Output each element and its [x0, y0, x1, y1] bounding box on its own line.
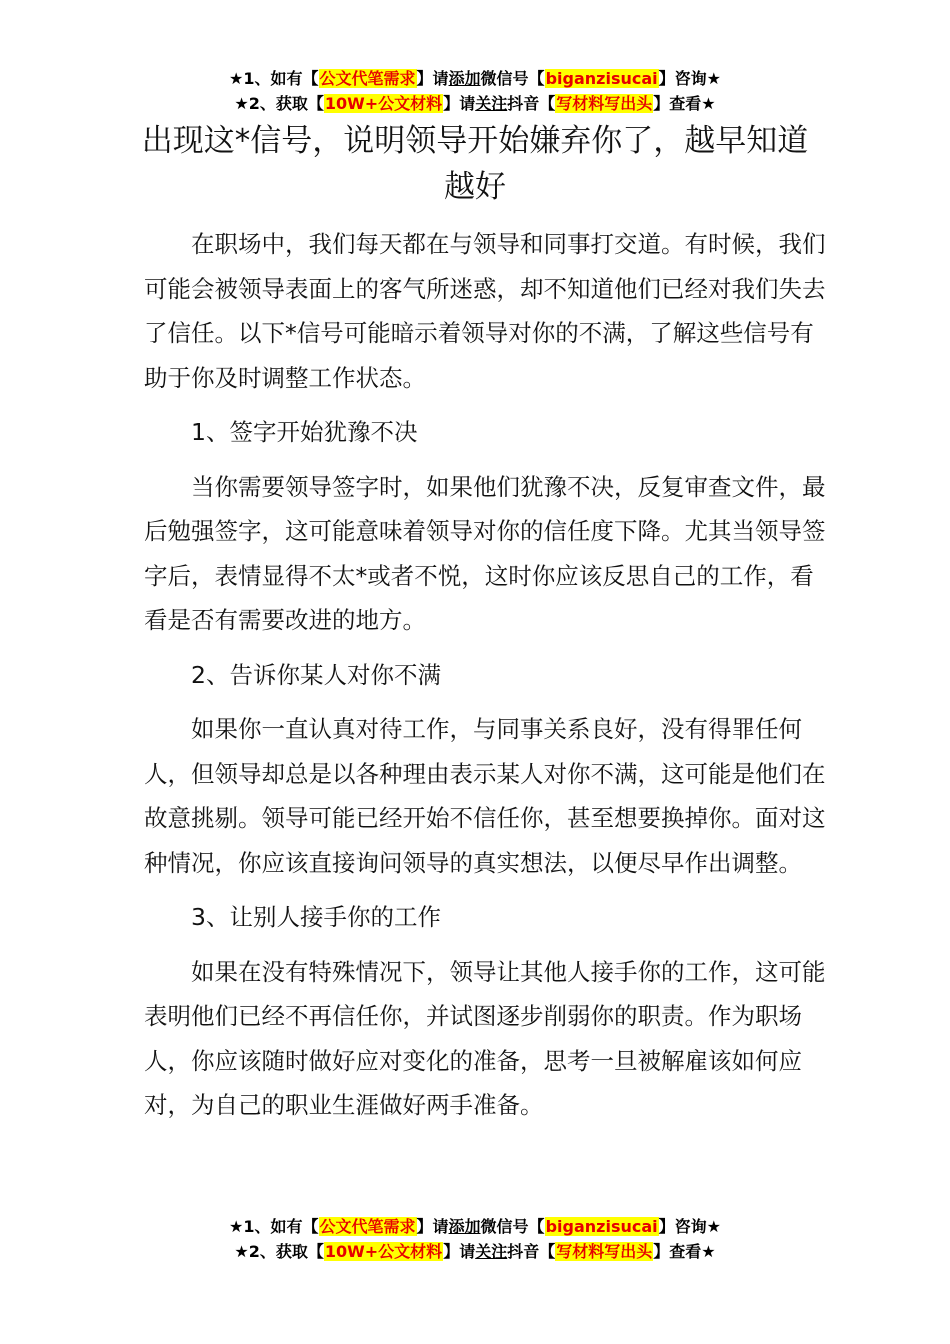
promo-highlight-douyin-id: 写材料写出头 — [556, 94, 653, 113]
promo-underlined-text: 添加 — [448, 1217, 481, 1236]
promo-text: 】查看★ — [653, 94, 716, 113]
promo-line-1 — [0, 1214, 950, 1239]
promo-text: 】请 — [443, 1242, 476, 1261]
promo-text: 】查看★ — [653, 1242, 716, 1261]
promo-highlight-douyin-id: 写材料写出头 — [556, 1242, 653, 1261]
promo-highlight-wechat-id: biganzisucai — [545, 1217, 658, 1236]
promo-line-1 — [0, 66, 950, 91]
promo-highlight-wechat-id: biganzisucai — [545, 69, 658, 88]
promo-text: ★1、如有【 — [229, 69, 319, 88]
promo-underlined-text: 关注 — [475, 94, 508, 113]
promo-text: 微信号【 — [480, 69, 545, 88]
promo-text: ★2、获取【 — [234, 94, 324, 113]
promo-text: ★2、获取【 — [234, 1242, 324, 1261]
promo-underlined-text: 关注 — [475, 1242, 508, 1261]
promo-banner-bottom — [0, 1214, 950, 1264]
document-title: 出现这*信号，说明领导开始嫌弃你了，越早知道越好 — [141, 123, 809, 205]
promo-text: 】请 — [416, 1217, 449, 1236]
paragraph-intro: 在职场中，我们每天都在与领导和同事打交道。有时候，我们可能会被领导表面上的客气所迷惑，却不知道他们已经对我们失去了信任。以下*信号可能暗示着领导对你的不满，了解这些信号有助于你及时调整工作状态。 — [144, 230, 826, 392]
document-body — [144, 222, 830, 1138]
promo-underlined-text: 添加 — [448, 69, 481, 88]
promo-line-2 — [0, 1239, 950, 1264]
paragraph-section-1: 当你需要领导签字时，如果他们犹豫不决，反复审查文件，最后勉强签字，这可能意味着领导对你的信任度下降。尤其当领导签字后，表情显得不太*或者不悦，这时你应该反思自己的工作，看看是否有需要改进的地方。 — [144, 472, 826, 634]
paragraph-section-2: 如果你一直认真对待工作，与同事关系良好，没有得罪任何人，但领导却总是以各种理由表示某人对你不满，这可能是他们在故意挑剔。领导可能已经开始不信任你，甚至想要换掉你。面对这种情况，你应该直接询问领导的真实想法，以便尽早作出调整。 — [144, 715, 826, 877]
section-heading-3: 3、让别人接手你的工作 — [191, 903, 441, 931]
promo-text: ★1、如有【 — [229, 1217, 319, 1236]
paragraph-section-3: 如果在没有特殊情况下，领导让其他人接手你的工作，这可能表明他们已经不再信任你，并试图逐步削弱你的职责。作为职场人，你应该随时做好应对变化的准备，思考一旦被解雇该如何应对，为自己的职业生涯做好两手准备。 — [144, 957, 826, 1119]
promo-highlight: 公文代笔需求 — [319, 69, 416, 88]
promo-highlight: 10W+公文材料 — [324, 1242, 443, 1261]
section-heading-2: 2、告诉你某人对你不满 — [191, 660, 441, 689]
promo-banner-top — [0, 66, 950, 116]
promo-text: 】请 — [416, 69, 449, 88]
promo-highlight: 公文代笔需求 — [319, 1217, 416, 1236]
promo-text: 抖音【 — [507, 1242, 556, 1261]
promo-text: 微信号【 — [480, 1217, 545, 1236]
promo-highlight: 10W+公文材料 — [324, 94, 443, 113]
promo-text: 】请 — [443, 94, 476, 113]
promo-text: 抖音【 — [507, 94, 556, 113]
promo-text: 】咨询★ — [658, 1217, 721, 1236]
promo-line-2 — [0, 91, 950, 116]
section-heading-1: 1、签字开始犹豫不决 — [191, 418, 418, 446]
promo-text: 】咨询★ — [658, 69, 721, 88]
